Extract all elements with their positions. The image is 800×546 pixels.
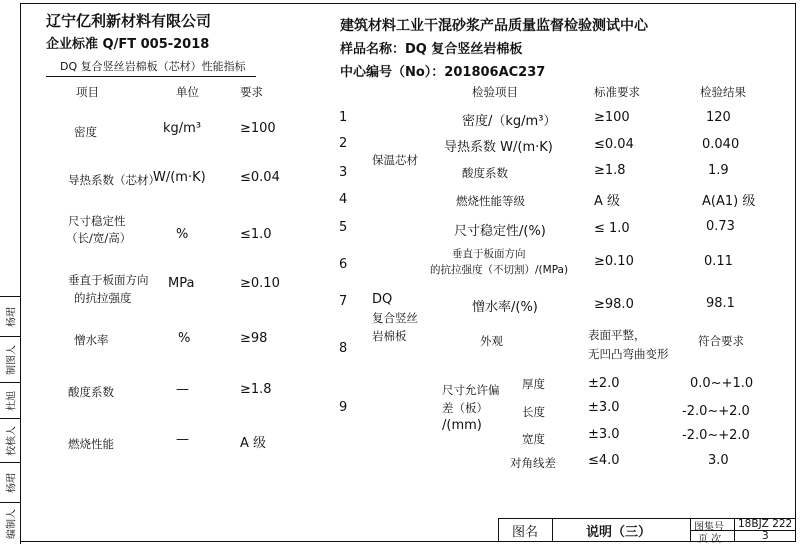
row-number: 4: [339, 192, 348, 207]
signature-strip: [0, 296, 21, 544]
strip-cell: [0, 418, 20, 462]
right-item: 外观: [480, 334, 503, 348]
right-std: ≤ 1.0: [594, 221, 630, 236]
left-item: 酸度系数: [68, 385, 114, 399]
left-subtitle: DQ 复合竖丝岩棉板（芯材）性能指标: [60, 60, 246, 73]
strip-label: 杨珺: [6, 472, 18, 493]
left-req: ≥0.10: [240, 276, 280, 291]
right-res: 0.040: [702, 137, 740, 152]
tolerance-sub-std: ±3.0: [588, 400, 620, 415]
tolerance-sub-std: ≤4.0: [588, 453, 620, 468]
row-number: 3: [339, 165, 348, 180]
strip-cell: [0, 336, 20, 382]
left-item: 憎水率: [74, 333, 109, 347]
atlas-number: 18BJZ 222: [738, 518, 793, 530]
left-req: ≥98: [240, 331, 268, 346]
title-label-page: 页 次: [698, 534, 722, 545]
left-unit: MPa: [168, 276, 195, 291]
left-item: 导热系数（芯材）: [68, 173, 160, 187]
right-item: 密度/（kg/m³）: [462, 114, 557, 129]
left-unit: %: [176, 227, 189, 242]
tolerance-sub-std: ±3.0: [588, 427, 620, 442]
tolerance-sub-name: 宽度: [522, 432, 545, 446]
title-label-atlas: 图集号: [694, 522, 724, 533]
left-unit: %: [178, 331, 191, 346]
row-number: 9: [339, 400, 348, 415]
tolerance-label-unit: /(mm): [442, 418, 482, 433]
row-number: 7: [339, 294, 348, 309]
tolerance-sub-name: 长度: [522, 405, 545, 419]
row-number: 2: [339, 136, 348, 151]
page-number: 3: [762, 530, 769, 542]
left-req: A 级: [240, 436, 267, 451]
right-res: 0.73: [706, 219, 735, 234]
right-res: 符合要求: [698, 334, 744, 348]
title-label-name: 图名: [512, 525, 539, 540]
strip-cell: [0, 502, 20, 544]
right-item: 酸度系数: [462, 166, 508, 180]
left-item-line2: 的抗拉强度: [74, 291, 132, 305]
group-core-material: 保温芯材: [372, 153, 418, 167]
right-std: ≥100: [594, 110, 630, 125]
right-std: 表面平整，: [588, 328, 646, 342]
tolerance-sub-name: 厚度: [522, 377, 545, 391]
group-dq-line3: 岩棉板: [372, 329, 407, 343]
enterprise-standard: 企业标准 Q/FT 005-2018: [46, 37, 210, 52]
strip-label: 校核人: [6, 425, 18, 456]
right-std-line2: 无凹凸弯曲变形: [588, 347, 669, 361]
title-block-rule: [498, 518, 499, 542]
right-res: A(A1) 级: [702, 194, 756, 209]
right-std: ≥1.8: [594, 163, 626, 178]
right-res: 0.11: [704, 254, 733, 269]
right-std: ≥98.0: [594, 297, 634, 312]
test-center-title: 建筑材料工业干混砂浆产品质量监督检验测试中心: [340, 18, 648, 34]
strip-label: 杜旭: [6, 390, 18, 411]
row-number: 6: [339, 257, 348, 272]
group-dq-line2: 复合竖丝: [372, 311, 418, 325]
right-header-std: 标准要求: [594, 85, 640, 99]
right-std: ≤0.04: [594, 137, 634, 152]
tolerance-sub-std: ±2.0: [588, 376, 620, 391]
right-item: 燃烧性能等级: [456, 194, 525, 208]
row-number: 8: [339, 341, 348, 356]
tolerance-sub-res: 3.0: [708, 453, 729, 468]
right-item: 憎水率/(%): [472, 300, 538, 315]
left-header-req: 要求: [240, 85, 263, 99]
strip-cell: [0, 296, 20, 336]
left-header-unit: 单位: [176, 85, 199, 99]
right-item: 尺寸稳定性/(%): [454, 224, 546, 239]
left-unit: kg/m³: [163, 121, 202, 136]
left-req: ≤0.04: [240, 170, 280, 185]
tolerance-label-line2: 差（板）: [442, 401, 488, 415]
strip-cell: [0, 462, 20, 502]
row-number: 5: [339, 220, 348, 235]
right-std: ≥0.10: [594, 254, 634, 269]
row-number: 1: [339, 110, 348, 125]
strip-cell: [0, 382, 20, 418]
left-unit: W/(m·K): [153, 170, 206, 185]
right-item: 导热系数 W/(m·K): [444, 140, 553, 155]
left-item: 垂直于板面方向: [68, 273, 149, 287]
strip-label: 制图人: [6, 344, 18, 375]
left-unit: —: [176, 382, 189, 397]
tolerance-sub-res: 0.0~+1.0: [690, 376, 754, 391]
right-item: 垂直于板面方向: [452, 248, 526, 260]
right-res: 98.1: [706, 296, 735, 311]
left-unit: —: [176, 432, 189, 447]
tolerance-sub-res: -2.0~+2.0: [682, 404, 750, 419]
right-res: 1.9: [708, 163, 729, 178]
strip-label: 杨珺: [6, 306, 18, 327]
sample-name: 样品名称：DQ 复合竖丝岩棉板: [340, 42, 523, 57]
left-item: 燃烧性能: [68, 437, 114, 451]
right-header-res: 检验结果: [700, 85, 746, 99]
tolerance-sub-res: -2.0~+2.0: [682, 428, 750, 443]
left-item: 密度: [74, 125, 97, 139]
right-header-item: 检验项目: [472, 85, 518, 99]
center-number: 中心编号（No）：201806AC237: [340, 65, 546, 80]
tolerance-label: 尺寸允许偏: [442, 383, 500, 397]
company-name: 辽宁亿利新材料有限公司: [46, 12, 212, 30]
left-req: ≤1.0: [240, 227, 272, 242]
right-item-line2: 的抗拉强度（不切割）/(MPa): [430, 264, 569, 276]
strip-label: 编制人: [6, 508, 18, 539]
left-req: ≥1.8: [240, 382, 272, 397]
group-dq: DQ: [372, 292, 393, 307]
right-res: 120: [706, 110, 731, 125]
title-block-rule: [552, 518, 553, 542]
left-header-item: 项目: [76, 85, 99, 99]
drawing-title: 说明（三）: [586, 525, 652, 540]
subtitle-rule: [46, 76, 256, 77]
tolerance-sub-name: 对角线差: [510, 456, 556, 470]
left-req: ≥100: [240, 121, 276, 136]
left-item-line2: （长/宽/高）: [66, 231, 132, 245]
left-item: 尺寸稳定性: [68, 214, 126, 228]
right-std: A 级: [594, 194, 621, 209]
